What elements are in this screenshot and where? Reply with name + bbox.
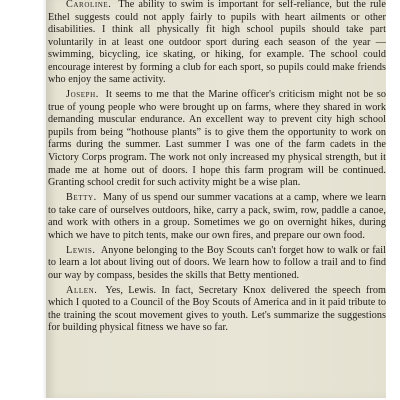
paragraph-text: Yes, Lewis. In fact, Secretary Knox delivered the speech from which I quoted to a Council of the Boy Scouts of America and in it paid tribute to the training the scout movement gives to youth. Let's summarize the suggestions for building physical fitness we have so far. bbox=[48, 284, 386, 334]
speaker-name: Betty. bbox=[66, 191, 97, 203]
speaker-name: Allen. bbox=[66, 284, 98, 296]
dialogue-text-block bbox=[48, 0, 386, 335]
paragraph-joseph bbox=[48, 89, 386, 189]
paragraph-text: Anyone belonging to the Boy Scouts can't forget how to walk or fail to learn a lot about living out of doors. We learn how to follow a trail and to find our way by compass, besides the skills that Betty mentioned. bbox=[48, 244, 386, 281]
paragraph-text: The ability to swim is important for self-reliance, but the rule Ethel suggests could not apply fairly to pupils with heart ailments or other disabilities. I think all physically fit high school pupils should take part voluntarily in at least one outdoor sport during each season of the year — swimming, bicycling, ice skating, or hiking, for example. The school could encourage interest by forming a club for each sport, so pupils could make friends who enjoy the same activity. bbox=[48, 0, 386, 86]
paragraph-caroline bbox=[48, 0, 386, 87]
speaker-name: Caroline. bbox=[66, 0, 112, 10]
paragraph-text: It seems to me that the Marine officer's criticism might not be so true of young people who were brought up on farms, where they shared in work demanding muscular endurance. An excellent way to prevent city high school pupils from being “hothouse plants” is to give them the opportunity to work on farms during the summer. Last summer I was one of the farm cadets in the Victory Corps program. The work not only increased my physical strength, but it made me at home out of doors. I hope this farm program will be continued. Granting school credit for such activity might be a wise plan. bbox=[48, 89, 386, 189]
speaker-name: Lewis. bbox=[66, 244, 96, 256]
paragraph-text: Many of us spend our summer vacations at a camp, where we learn to take care of ourselves outdoors, hike, carry a pack, swim, row, paddle a canoe, and work with others in a group. Sometimes we go on overnight hikes, during which we have to pitch tents, make our own fires, and prepare our own food. bbox=[48, 191, 386, 241]
paragraph-allen bbox=[48, 285, 386, 335]
paragraph-lewis bbox=[48, 245, 386, 283]
paragraph-betty bbox=[48, 192, 386, 242]
speaker-name: Joseph. bbox=[66, 89, 99, 101]
